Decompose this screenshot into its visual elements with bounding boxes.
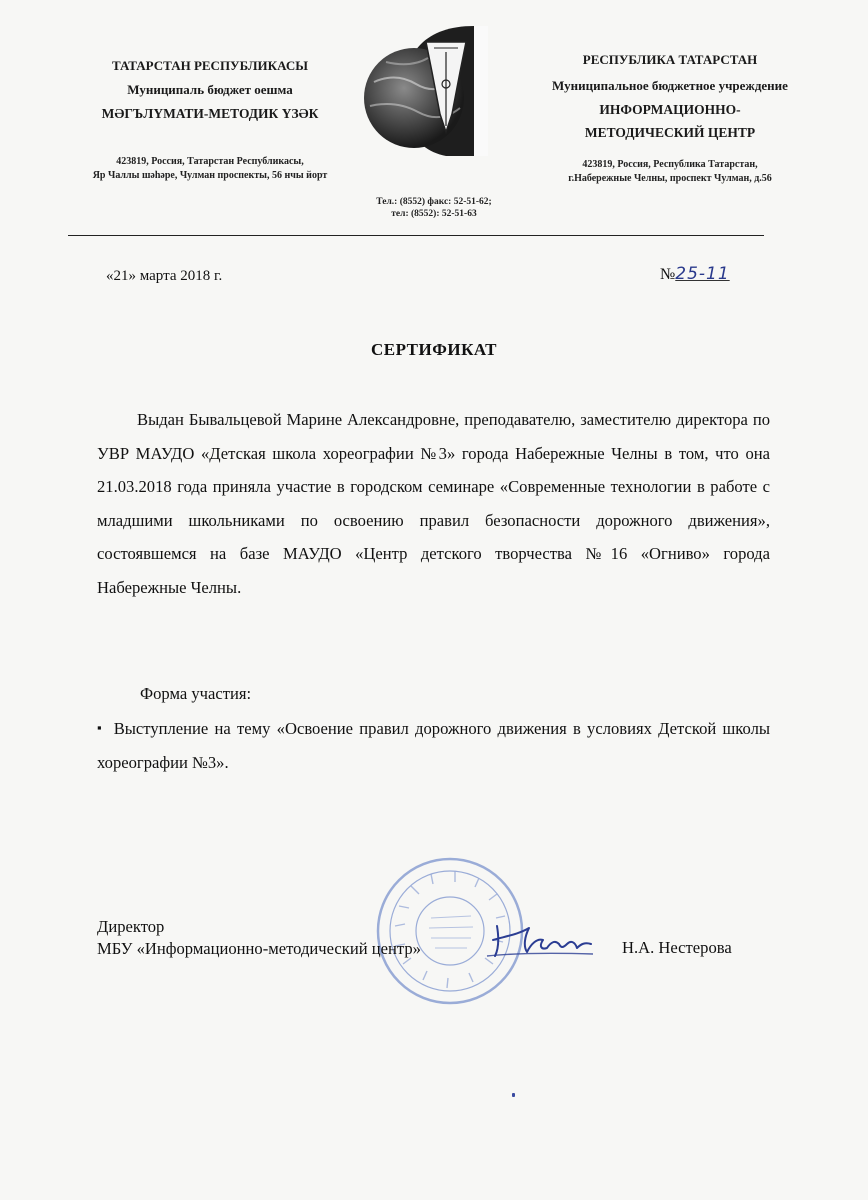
contacts-block — [334, 196, 534, 220]
header-divider — [68, 235, 764, 236]
header-right-address-1: 423819, Россия, Республика Татарстан, — [582, 159, 758, 170]
header-left-republic: ТАТАРСТАН РЕСПУБЛИКАСЫ — [112, 58, 308, 73]
certificate-body-paragraph: Выдан Бывальцевой Марине Александровне, преподавателю, заместителю директора по УВР МАУДО «Детская школа хореографии №3» города Набережные Челны в том, что она 21.03.2018 года приняла участие в городском семинаре «Современные технологии в работе с младшими школьниками по освоению правил безопасности дорожного движения», состоявшемся на базе МАУДО «Центр детского творчества №16 «Огниво» города Набережные Челны. — [97, 410, 770, 597]
number-sign: № — [660, 266, 676, 283]
signature-scribble-icon — [485, 918, 595, 962]
document-title: СЕРТИФИКАТ — [370, 340, 498, 359]
number-handwritten-value: 25-11 — [675, 264, 730, 284]
header-left-center-name: МӘГЪЛҮМАТИ-МЕТОДИК ҮЗӘК — [101, 106, 319, 121]
header-left-institution-type: Муниципаль бюджет оешма — [127, 82, 293, 97]
ink-dot — [512, 1093, 515, 1097]
header-right-address-2: г.Набережные Челны, проспект Чулман, д.56 — [568, 173, 772, 184]
header-left-address-2: Яр Чаллы шәһәре, Чулман проспекты, 56 нчы йорт — [92, 170, 328, 181]
header-left-block — [40, 56, 380, 183]
certificate-body — [97, 403, 770, 605]
bullet-square-icon: ▪ — [97, 720, 104, 735]
signatory-name: Н.А. Нестерова — [622, 938, 732, 957]
handwritten-signature — [485, 918, 595, 967]
signatory-title: Директор — [97, 917, 165, 936]
signatory-organization: МБУ «Информационно-методический центр» — [97, 939, 421, 958]
contacts-phone-2: тел: (8552): 52-51-63 — [391, 209, 477, 219]
globe-pen-logo-icon — [356, 22, 496, 162]
header-left-address-1: 423819, Россия, Татарстан Республикасы, — [116, 156, 304, 167]
contacts-phone-fax: Тел.: (8552) факс: 52-51-62; — [376, 197, 492, 207]
participation-item — [97, 712, 770, 779]
document-number — [660, 264, 730, 284]
header-right-republic: РЕСПУБЛИКА ТАТАРСТАН — [582, 52, 758, 67]
document-date: «21» марта 2018 г. — [106, 268, 223, 284]
header-right-block — [500, 50, 840, 186]
header-right-center-name-2: МЕТОДИЧЕСКИЙ ЦЕНТР — [584, 125, 756, 140]
center-logo — [356, 22, 496, 167]
signatory-role — [97, 916, 421, 960]
header-right-institution-type: Муниципальное бюджетное учреждение — [552, 78, 788, 93]
participation-label: Форма участия: — [140, 684, 252, 703]
participation-item-text: Выступление на тему «Освоение правил дорожного движения в условиях Детской школы хореографии №3». — [97, 719, 771, 772]
header-right-center-name-1: ИНФОРМАЦИОННО- — [599, 102, 741, 117]
